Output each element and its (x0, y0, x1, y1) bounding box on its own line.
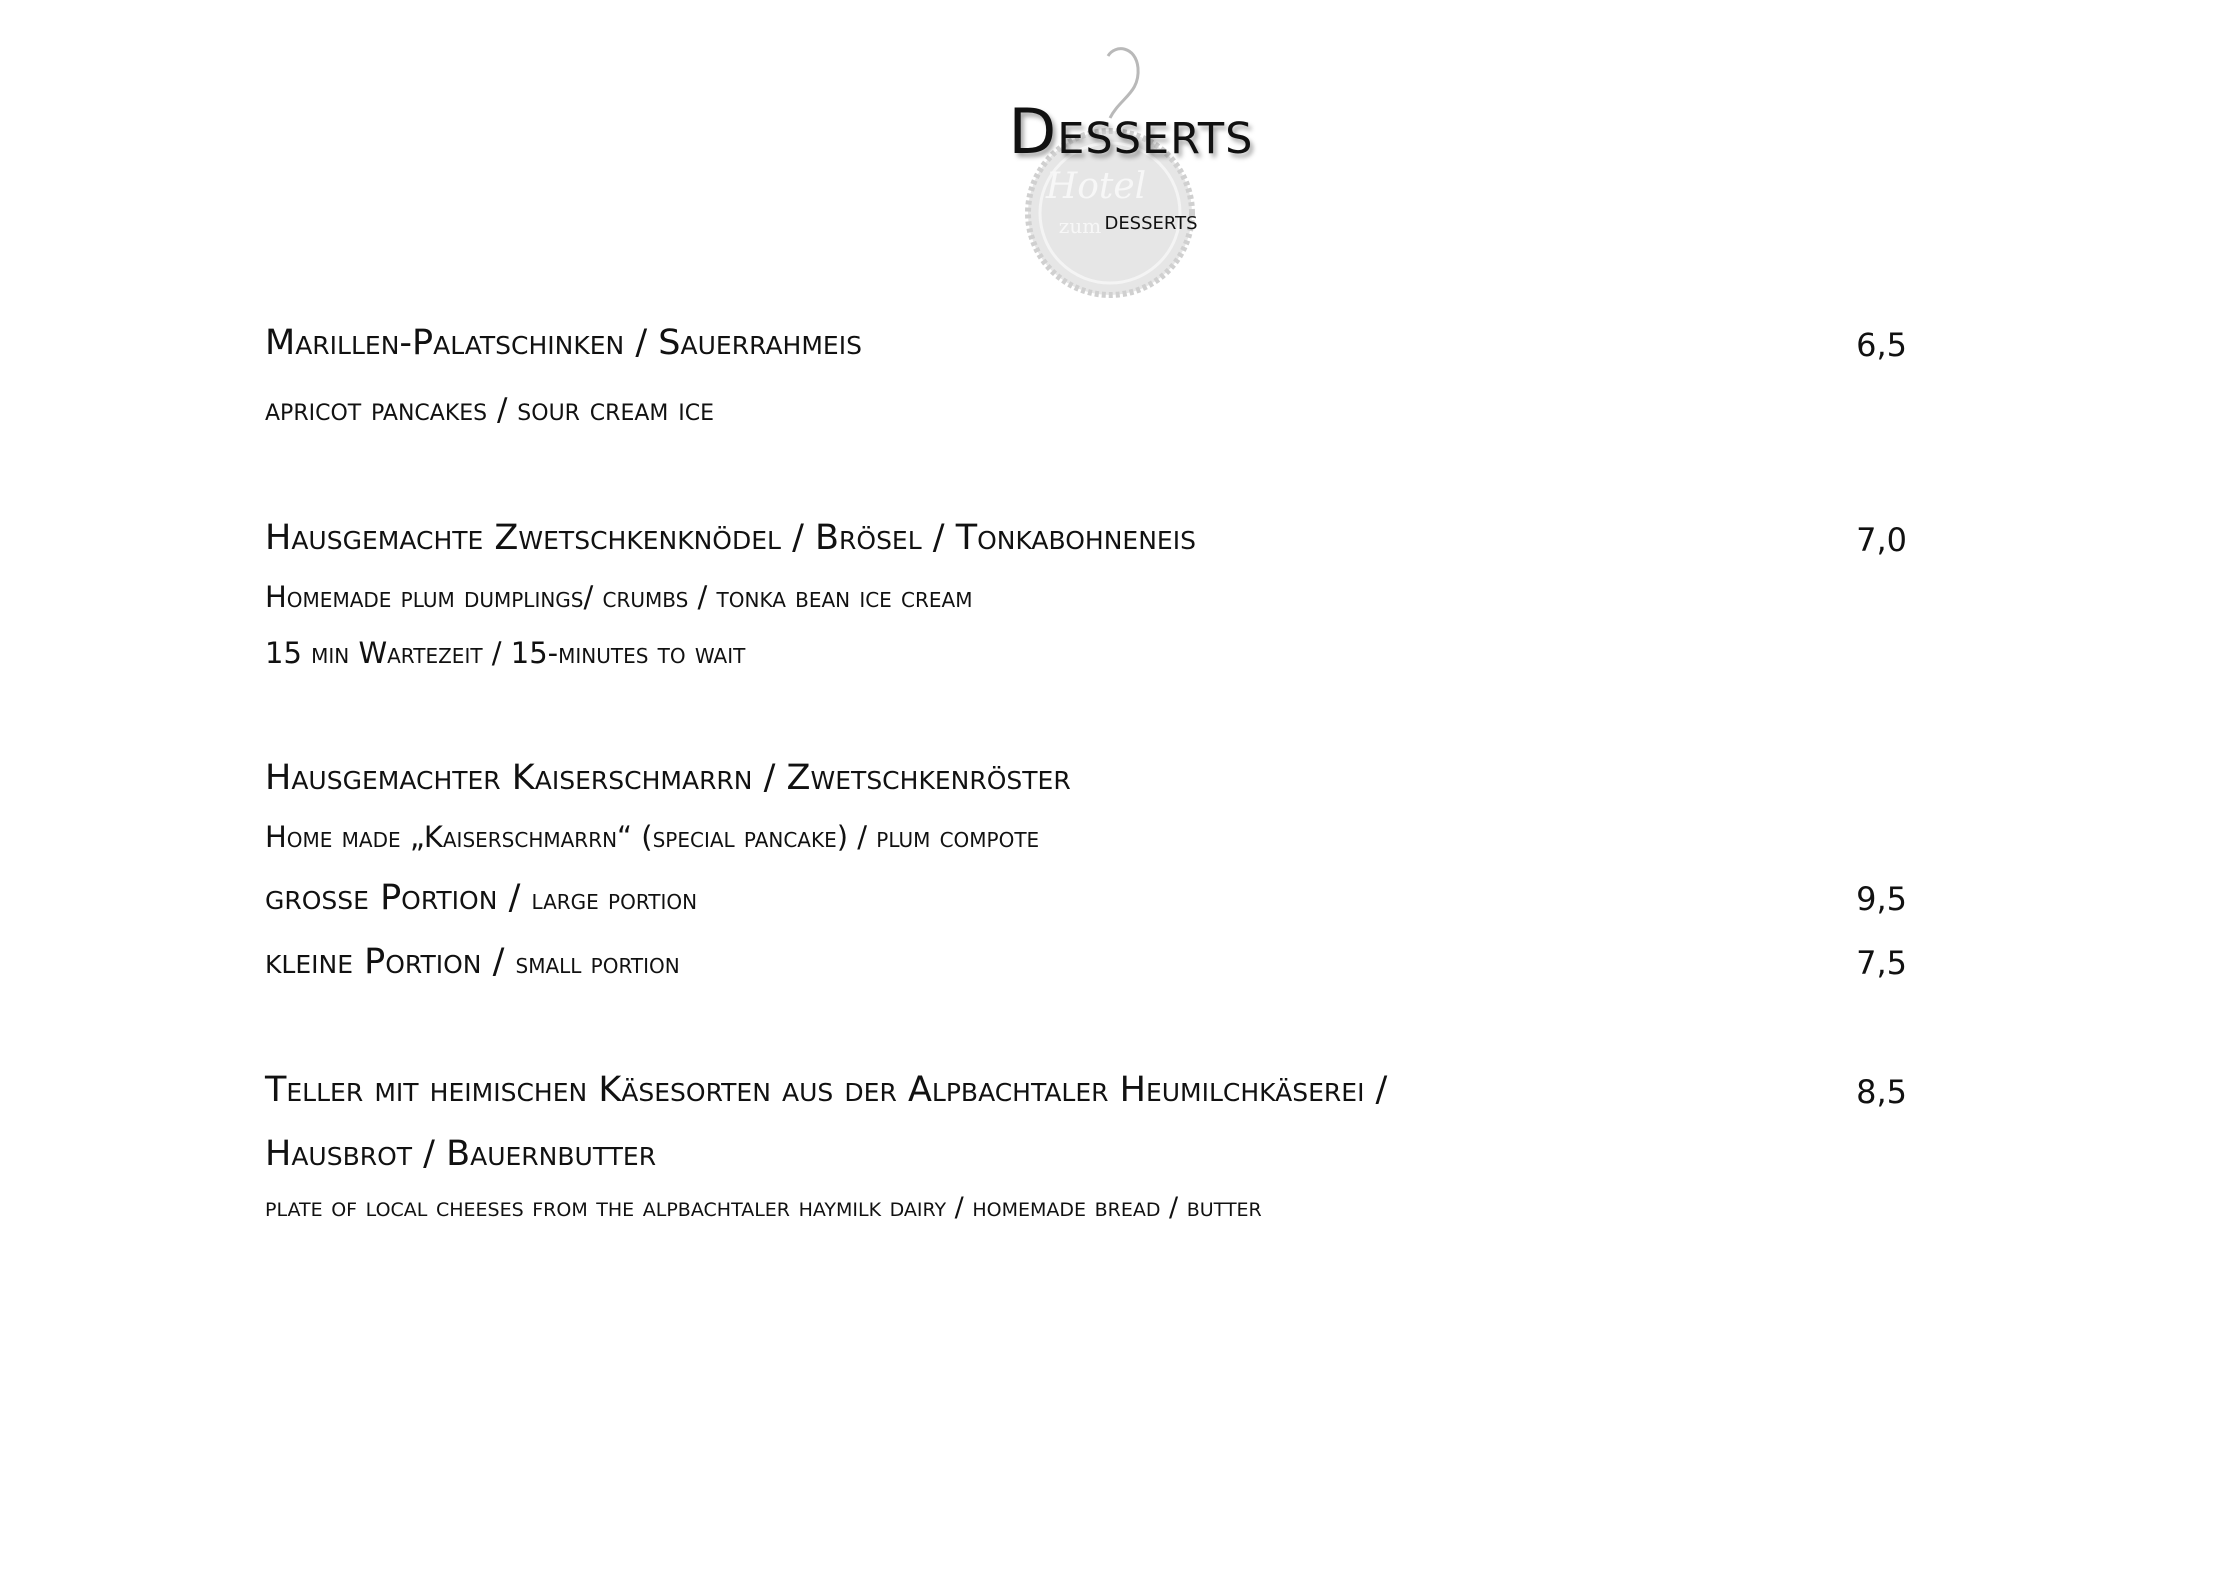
item-4-name-de-line2: Hausbrot / Bauernbutter (265, 1134, 657, 1174)
item-1-name-en: apricot pancakes / sour cream ice (265, 392, 714, 428)
item-4-price: 8,5 (1856, 1073, 1907, 1111)
item-3-option-small-price: 7,5 (1856, 944, 1907, 982)
item-3-option-large (265, 878, 697, 918)
item-3-name-de: Hausgemachter Kaiserschmarrn / Zwetschkenröster (265, 758, 1071, 798)
option-label-en: large portion (531, 882, 698, 916)
option-separator: / (481, 942, 516, 982)
item-3-name-en: Home made „Kaiserschmarrn“ (special pancake) / plum compote (265, 820, 1040, 854)
item-3-option-small (265, 942, 680, 982)
item-2-name-de: Hausgemachte Zwetschkenknödel / Brösel / Tonkabohneneis (265, 518, 1196, 558)
item-2-note: 15 min Wartezeit / 15-minutes to wait (265, 636, 746, 670)
option-label-en: small portion (515, 946, 680, 980)
svg-text:Hotel: Hotel (1045, 166, 1147, 207)
svg-text:zum: zum (1058, 214, 1102, 238)
item-3-option-large-price: 9,5 (1856, 880, 1907, 918)
item-2-price: 7,0 (1856, 521, 1907, 559)
option-separator: / (497, 878, 532, 918)
option-label-de: große Portion (265, 878, 498, 918)
page-title: Desserts (1008, 95, 1254, 168)
item-4-name-de-line1: Teller mit heimischen Käsesorten aus der Alpbachtaler Heumilchkäserei / (265, 1070, 1388, 1110)
option-label-de: kleine Portion (265, 942, 482, 982)
item-4-name-en: plate of local cheeses from the alpbachtaler haymilk dairy / homemade bread / butter (265, 1192, 1262, 1223)
item-1-price: 6,5 (1856, 326, 1907, 364)
item-1-name-de: Marillen-Palatschinken / Sauerrahmeis (265, 323, 862, 363)
page-subtitle: desserts (1104, 206, 1198, 235)
hotel-logo-watermark (1010, 38, 1210, 300)
item-2-name-en: Homemade plum dumplings/ crumbs / tonka bean ice cream (265, 580, 973, 614)
